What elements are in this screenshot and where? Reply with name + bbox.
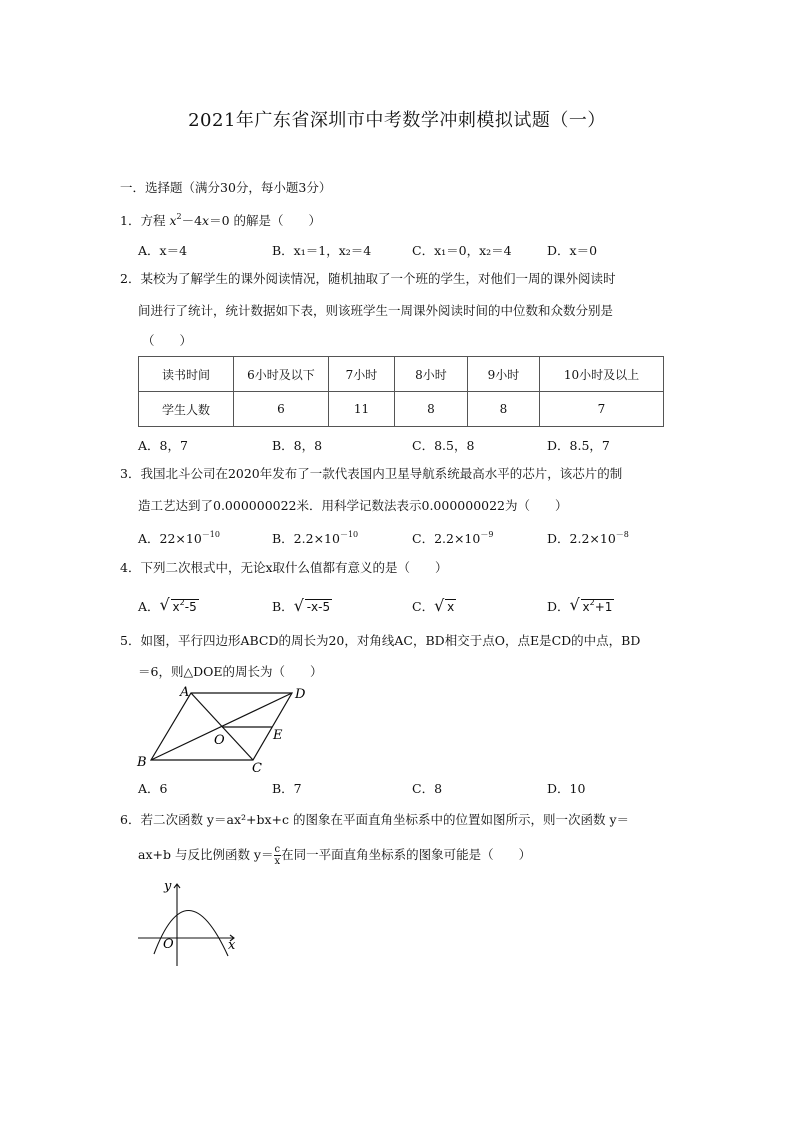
q1-stem-post: ＝0 的解是（ ） <box>209 213 322 228</box>
parabola-figure <box>134 876 244 970</box>
table-header-row <box>139 357 664 392</box>
table-header-cell: 9小时 <box>468 357 540 392</box>
table-cell: 学生人数 <box>139 392 234 427</box>
q4-option-a: A． √ $x^2-5$ <box>138 595 197 614</box>
q3-option-d: D．$2.2\times 10^{-8}$ <box>547 530 629 546</box>
q5-option-b: B．7 <box>272 781 302 796</box>
q6-line-2: ax+b 与反比例函数 y＝ $\frac{c}{x}$ 在同一平面直角坐标系的图象可能是（ ） <box>138 844 532 867</box>
label-a: A <box>180 685 190 700</box>
q3-option-b: B．$2.2\times 10^{-10}$ <box>272 530 359 546</box>
sqrt-symbol: √ x <box>434 596 455 615</box>
q6-line-1: 6．若二次函数 y＝ax²+bx+c 的图象在平面直角坐标系中的位置如图所示，则一次函数 y＝ <box>120 812 630 827</box>
q4-option-d: D． √ $x^2+1$ <box>547 595 613 614</box>
label-origin: O <box>163 937 174 952</box>
q1-option-d: D．x＝0 <box>547 243 598 258</box>
table-header-cell: 读书时间 <box>139 357 234 392</box>
label-b: B <box>137 755 147 770</box>
q2-option-c: C．8.5，8 <box>412 438 475 453</box>
q4-stem: 4．下列二次根式中，无论x取什么值都有意义的是（ ） <box>120 560 448 575</box>
parallelogram-figure <box>130 684 320 776</box>
q2-line-1: 2．某校为了解学生的课外阅读情况，随机抽取了一个班的学生，对他们一周的课外阅读时 <box>120 271 616 286</box>
q2-option-a: A．8，7 <box>138 438 188 453</box>
q2-option-d: D．8.5，7 <box>547 438 610 453</box>
sqrt-symbol: √ -x-5 <box>293 596 331 615</box>
sqrt-symbol: √ $x^2-5$ <box>159 595 197 614</box>
label-d: D <box>295 687 306 702</box>
table-cell: 7 <box>540 392 664 427</box>
sqrt-symbol: √ $x^2+1$ <box>569 595 613 614</box>
table-cell: 6 <box>234 392 329 427</box>
reading-time-table <box>138 356 664 427</box>
label-o: O <box>214 733 225 748</box>
q1-option-a: A．x＝4 <box>138 243 188 258</box>
q2-option-b: B．8，8 <box>272 438 323 453</box>
q3-option-a: A．$22\times 10^{-10}$ <box>138 530 220 546</box>
label-e: E <box>273 728 283 743</box>
q3-option-c: C．$2.2\times 10^{-9}$ <box>412 530 494 546</box>
section-heading: 一．选择题（满分30分，每小题3分） <box>120 180 332 195</box>
table-header-cell: 8小时 <box>395 357 468 392</box>
q5-option-a: A．6 <box>138 781 168 796</box>
label-c: C <box>252 761 262 776</box>
table-header-cell: 10小时及以上 <box>540 357 664 392</box>
page-title: 2021年广东省深圳市中考数学冲刺模拟试题（一） <box>188 110 606 131</box>
question-1-stem: 1．方程 $x^2-4x=0$ 的解是（ ） <box>120 212 322 228</box>
q1-option-b: B．x₁＝1，x₂＝4 <box>272 243 372 258</box>
table-cell: 8 <box>468 392 540 427</box>
q2-line-3: （ ） <box>142 333 193 348</box>
q4-option-c: C． √ x <box>412 596 455 615</box>
table-header-cell: 6小时及以下 <box>234 357 329 392</box>
q5-option-d: D．10 <box>547 781 586 796</box>
table-cell: 8 <box>395 392 468 427</box>
q5-option-c: C．8 <box>412 781 443 796</box>
q3-line-1: 3．我国北斗公司在2020年发布了一款代表国内卫星导航系统最高水平的芯片，该芯片的制 <box>120 466 623 481</box>
table-cell: 11 <box>329 392 395 427</box>
q1-stem-pre: 1．方程 <box>120 213 170 228</box>
q4-option-b: B． √ -x-5 <box>272 596 331 615</box>
q5-line-2: ＝6，则△DOE的周长为（ ） <box>138 664 323 679</box>
label-x: x <box>228 938 236 953</box>
label-y: y <box>164 879 172 894</box>
table-row <box>139 392 664 427</box>
q5-line-1: 5．如图，平行四边形ABCD的周长为20，对角线AC，BD相交于点O，点E是CD的中点，BD <box>120 633 641 648</box>
q3-line-2: 造工艺达到了0.000000022米．用科学记数法表示0.000000022为（ ） <box>138 498 568 513</box>
fraction-c-over-x: $\frac{c}{x}$ <box>274 844 281 867</box>
table-header-cell: 7小时 <box>329 357 395 392</box>
q1-option-c: C．x₁＝0，x₂＝4 <box>412 243 512 258</box>
q2-line-2: 间进行了统计，统计数据如下表，则该班学生一周课外阅读时间的中位数和众数分别是 <box>138 303 614 318</box>
